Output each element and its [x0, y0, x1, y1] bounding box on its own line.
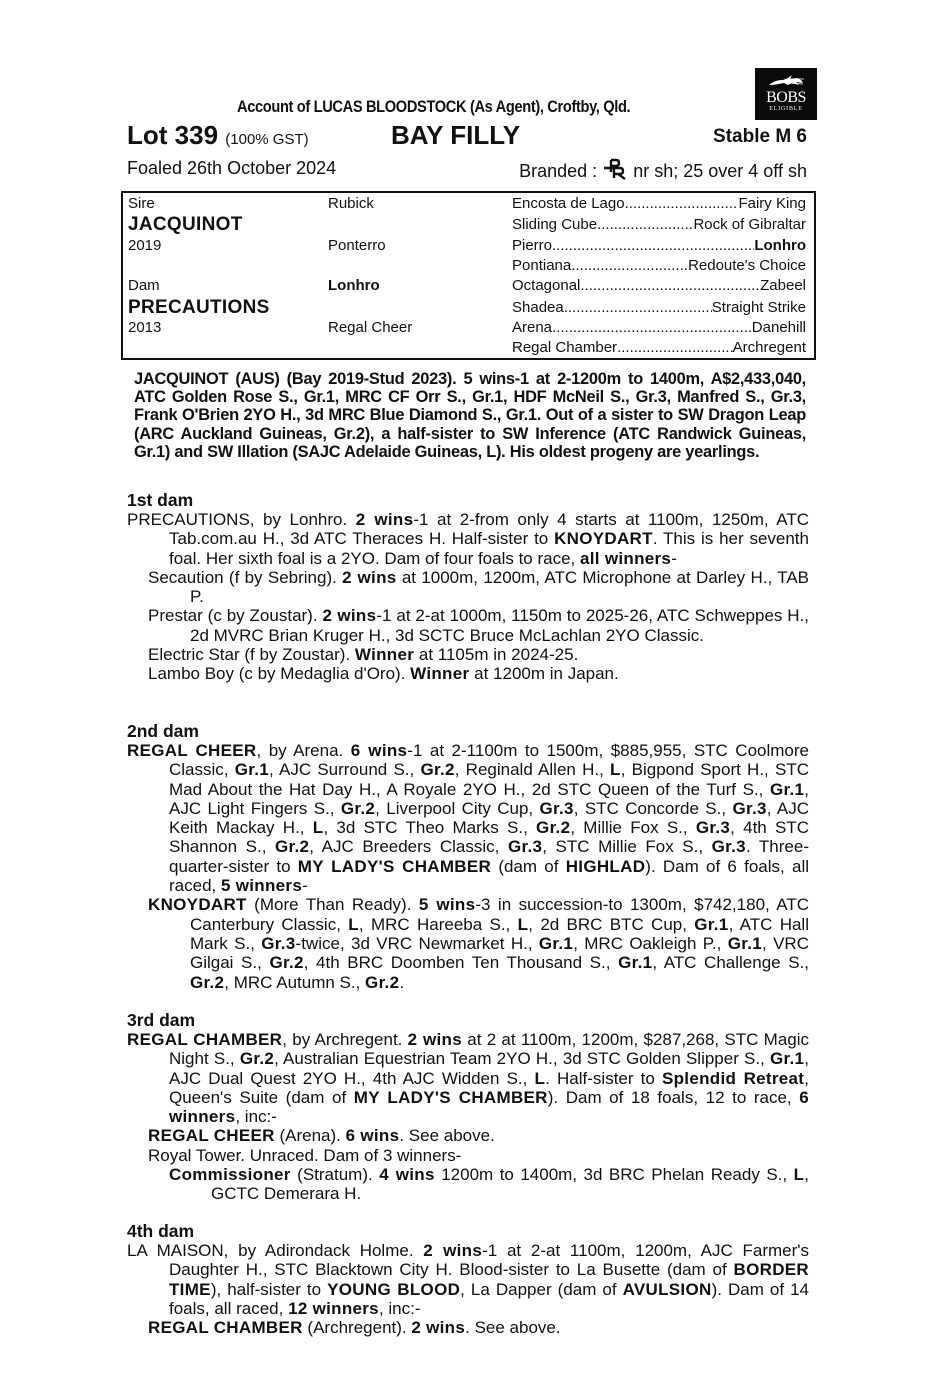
- text-run: , Bigpond Sport H., STC Mad About the Hat Day H., A Royale 2YO H., 2d STC Queen of the Turf S.,: [169, 760, 809, 799]
- dam-paragraph: [127, 510, 809, 568]
- third-dam-section: [127, 1010, 809, 1204]
- bold-run: 6 wins: [345, 1126, 400, 1146]
- text-run: at 1105m in 2024-25.: [414, 645, 579, 665]
- text-run: Royal Tower. Unraced. Dam of 3 winners-: [148, 1145, 462, 1165]
- bold-run: all winners: [580, 548, 672, 568]
- pedigree-row: [123, 195, 814, 215]
- gst-note: (100% GST): [225, 131, 309, 148]
- text-run: 1200m to 1400m, 3d BRC Phelan Ready S.,: [434, 1165, 794, 1185]
- bold-run: HIGHLAD: [565, 856, 646, 876]
- text-run: Secaution (f by Sebring).: [148, 567, 343, 587]
- bold-run: Gr.2: [420, 760, 455, 780]
- bold-run: Commissioner: [169, 1165, 291, 1185]
- bold-run: Gr.2: [275, 837, 310, 857]
- text-run: , AJC Keith Mackay H.,: [169, 798, 809, 838]
- sire-name: JACQUINOT: [128, 214, 243, 235]
- bold-run: L: [793, 1165, 805, 1185]
- bold-run: 5 winners: [220, 876, 303, 896]
- bold-run: L: [312, 818, 324, 838]
- text-run: -3 in succession-to 1300m, $742,180, ATC Canterbury Classic,: [190, 895, 809, 934]
- second-dam-section: [127, 721, 809, 992]
- text-run: (More Than Ready).: [246, 895, 419, 915]
- text-run: , Queen's Suite (dam of: [169, 1068, 809, 1107]
- text-run: , Australian Equestrian Team 2YO H., 3d STC Golden Slipper S.,: [274, 1049, 770, 1069]
- brand-info: [519, 158, 807, 182]
- text-run: -1 at 2-at 1100m, 1200m, AJC Farmer's Daughter H., STC Blacktown City H. Blood-sister to La Busette (dam of: [169, 1241, 810, 1280]
- logo-bobs-text: BOBS: [766, 89, 806, 106]
- bold-run: MY LADY'S CHAMBER: [353, 1087, 548, 1107]
- bold-run: 4 wins: [379, 1165, 435, 1185]
- bold-run: L: [348, 914, 359, 934]
- text-run: (Arena).: [274, 1126, 346, 1146]
- bold-run: Gr.2: [269, 953, 304, 973]
- text-run: (dam of: [491, 856, 566, 876]
- text-run: , by Archregent.: [282, 1030, 408, 1049]
- section-heading: 4th dam: [127, 1221, 195, 1241]
- bold-run: 6 winners: [169, 1087, 809, 1127]
- progeny-item: [127, 1146, 809, 1165]
- text-run: , MRC Autumn S.,: [224, 972, 366, 992]
- bold-run: Gr.2: [340, 798, 376, 818]
- branded-detail: nr sh; 25 over 4 off sh: [633, 161, 807, 181]
- progeny-item: [127, 1126, 809, 1145]
- progeny-item: [127, 895, 809, 991]
- sire-dam: Ponterro: [328, 237, 386, 254]
- bold-run: Gr.3: [711, 837, 746, 857]
- pedigree-gen3: Shadea ..... Straight Strike: [512, 299, 806, 316]
- text-run: . See above.: [399, 1126, 495, 1146]
- text-run: . See above.: [465, 1318, 561, 1338]
- bold-run: BORDER TIME: [169, 1260, 809, 1299]
- text-run: -: [302, 876, 308, 896]
- lot-label: Lot 339: [127, 120, 219, 150]
- text-run: , ATC Challenge S.,: [652, 953, 809, 973]
- pedigree-row: [123, 299, 814, 319]
- text-run: at 1000m, 1200m, ATC Microphone at Darley H., TAB P.: [190, 567, 809, 607]
- bold-run: YOUNG BLOOD: [327, 1279, 461, 1299]
- text-run: , STC Millie Fox S.,: [542, 837, 712, 857]
- text-run: -1 at 2-from only 4 starts at 1100m, 1250m, ATC Tab.com.au H., 3d ATC Theraces H. Half-sister to: [169, 510, 809, 549]
- bold-run: Gr.3: [732, 798, 767, 818]
- bold-run: Gr.2: [239, 1049, 275, 1069]
- foaling-date: Foaled 26th October 2024: [127, 158, 337, 178]
- pedigree-gen3: Sliding Cube ..... Rock of Gibraltar: [512, 216, 806, 233]
- dam-paragraph: [127, 1030, 809, 1126]
- text-run: ), half-sister to: [210, 1279, 328, 1299]
- text-run: Lambo Boy (c by Medaglia d'Oro).: [148, 664, 411, 684]
- sire-summary: JACQUINOT (AUS) (Bay 2019-Stud 2023). 5 wins-1 at 2-1200m to 1400m, A$2,433,040, ATC Golden Rose S., Gr.1, MRC CF Orr S., Gr.1, HDF McNeil S., Gr.3, Manfred S., Gr.3, Frank O'Brien 2YO H., 3d MRC Blue Diamond S., Gr.1. Out of a sister to SW Dragon Leap (ARC Auckland Guineas, Gr.2), a half-sister to SW Inference (ATC Randwick Guineas, Gr.1) and SW Illation (SAJC Adelaide Guineas, L). His oldest progeny are yearlings.: [134, 370, 806, 461]
- bold-run: KNOYDART: [148, 895, 247, 915]
- text-run: , Reginald Allen H.,: [454, 760, 610, 780]
- bold-run: 2 wins: [355, 510, 414, 529]
- dam-label: Dam: [128, 277, 160, 294]
- bold-run: Gr.2: [190, 972, 225, 992]
- bold-run: REGAL CHAMBER: [127, 1030, 283, 1049]
- vendor-account: Account of LUCAS BLOODSTOCK (As Agent), Croftby, Qld.: [237, 97, 631, 116]
- text-run: , GCTC Demerara H.: [211, 1165, 810, 1204]
- bold-run: 2 wins: [407, 1030, 462, 1049]
- text-run: -: [671, 548, 677, 568]
- bold-run: 2 wins: [423, 1241, 483, 1260]
- text-run: .: [399, 972, 405, 992]
- text-run: , Millie Fox S.,: [570, 818, 696, 838]
- branded-label: Branded :: [519, 161, 598, 181]
- bold-run: Winner: [354, 645, 415, 665]
- text-run: PRECAUTIONS, by Lonhro.: [127, 510, 356, 529]
- bold-run: Winner: [410, 664, 470, 684]
- text-run: , La Dapper (dam of: [460, 1279, 623, 1299]
- bobs-eligible-logo: [755, 68, 817, 120]
- text-run: , 4th BRC Doomben Ten Thousand S.,: [303, 953, 619, 973]
- pedigree-gen3: Pierro ..... Lonhro: [512, 237, 806, 254]
- text-run: , inc:-: [235, 1107, 277, 1127]
- pedigree-gen3: Encosta de Lago ..... Fairy King: [512, 195, 806, 212]
- sire-label: Sire: [128, 195, 155, 212]
- bold-run: 6 wins: [350, 741, 408, 760]
- dam-year: 2013: [128, 319, 162, 336]
- text-run: Prestar (c by Zoustar).: [148, 606, 323, 626]
- bold-run: REGAL CHEER: [148, 1126, 275, 1146]
- text-run: , MRC Hareeba S.,: [358, 914, 518, 934]
- pedigree-row: [123, 257, 814, 277]
- sire-sire: Rubick: [328, 195, 374, 212]
- bold-run: 2 wins: [411, 1318, 466, 1338]
- logo-eligible-text: ELIGIBLE: [769, 106, 803, 112]
- progeny-item: [127, 1318, 809, 1337]
- text-run: Electric Star (f by Zoustar).: [148, 645, 355, 665]
- bold-run: Gr.3: [507, 837, 543, 857]
- pedigree-row: [123, 277, 814, 297]
- text-run: , 3d STC Theo Marks S.,: [323, 818, 537, 838]
- first-dam-section: [127, 490, 809, 684]
- bold-run: 5 wins: [418, 895, 476, 915]
- text-run: LA MAISON, by Adirondack Holme.: [127, 1241, 424, 1260]
- text-run: -twice, 3d VRC Newmarket H.,: [295, 933, 539, 953]
- pedigree-gen3: Pontiana ..... Redoute's Choice: [512, 257, 806, 274]
- text-run: , inc:-: [378, 1298, 421, 1318]
- text-run: . Three-quarter-sister to: [169, 837, 809, 876]
- bold-run: Gr.3: [261, 933, 296, 953]
- bold-run: Gr.3: [539, 798, 574, 818]
- bold-run: L: [517, 914, 529, 934]
- bold-run: Gr.2: [365, 972, 400, 992]
- pedigree-table: [121, 191, 816, 360]
- bold-run: REGAL CHAMBER: [148, 1318, 303, 1338]
- section-heading: 2nd dam: [127, 721, 199, 741]
- progeny-item: [127, 568, 809, 607]
- bold-run: Gr.1: [234, 760, 269, 780]
- bold-run: KNOYDART: [554, 529, 653, 549]
- bold-run: AVULSION: [622, 1279, 712, 1299]
- pedigree-row: [123, 339, 814, 359]
- text-run: -1 at 2-at 1000m, 1150m to 2025-26, ATC Schweppes H., 2d MVRC Brian Kruger H., 3d SCTC Bruce McLachlan 2YO Classic.: [190, 606, 809, 645]
- bold-run: Gr.1: [769, 779, 805, 799]
- bold-run: 2 wins: [342, 567, 397, 587]
- pedigree-gen3: Octagonal ..... Zabeel: [512, 277, 806, 294]
- text-run: -1 at 2-1100m to 1500m, $885,955, STC Coolmore Classic,: [169, 741, 809, 780]
- dam-paragraph: [127, 741, 809, 895]
- bold-run: Splendid Retreat: [661, 1068, 805, 1088]
- text-run: ). Dam of 6 foals, all raced,: [169, 856, 809, 896]
- brand-mark-icon: [602, 158, 628, 180]
- text-run: , AJC Breeders Classic,: [309, 837, 508, 857]
- sire-year: 2019: [128, 237, 162, 254]
- dam-name: PRECAUTIONS: [128, 297, 270, 318]
- text-run: , by Arena.: [256, 741, 351, 760]
- text-run: ). Dam of 14 foals, all raced,: [169, 1279, 809, 1318]
- progeny-item: [127, 664, 809, 683]
- text-run: (Archregent).: [302, 1318, 412, 1338]
- bold-run: REGAL CHEER: [127, 741, 257, 760]
- bold-run: Gr.3: [695, 818, 731, 838]
- pedigree-row: [123, 319, 814, 339]
- section-heading: 1st dam: [127, 490, 194, 510]
- bold-run: MY LADY'S CHAMBER: [297, 856, 492, 876]
- text-run: , ATC Hall Mark S.,: [190, 914, 809, 953]
- bold-run: Gr.1: [727, 933, 762, 953]
- bold-run: L: [610, 760, 621, 780]
- pedigree-row: [123, 237, 814, 257]
- text-run: at 1200m in Japan.: [469, 664, 619, 684]
- bold-run: Gr.1: [770, 1049, 805, 1069]
- text-run: , MRC Oakleigh P.,: [573, 933, 728, 953]
- text-run: , Liverpool City Cup,: [375, 798, 540, 818]
- text-run: , AJC Surround S.,: [269, 760, 421, 780]
- pedigree-gen3: Regal Chamber ..... Archregent: [512, 339, 806, 356]
- bold-run: Gr.2: [536, 818, 571, 838]
- pedigree-gen3: Arena ..... Danehill: [512, 319, 806, 336]
- text-run: . Half-sister to: [545, 1068, 662, 1088]
- bold-run: 2 wins: [322, 606, 377, 626]
- horse-head-icon: [766, 73, 806, 89]
- text-run: , AJC Light Fingers S.,: [169, 779, 809, 818]
- fourth-dam-section: [127, 1221, 809, 1337]
- text-run: , 2d BRC BTC Cup,: [528, 914, 695, 934]
- text-run: , 4th STC Shannon S.,: [169, 818, 809, 857]
- section-heading: 3rd dam: [127, 1010, 196, 1030]
- text-run: . This is her seventh foal. Her sixth foal is a 2YO. Dam of four foals to race,: [169, 529, 809, 568]
- progeny-item: [127, 606, 809, 645]
- text-run: at 2 at 1100m, 1200m, $287,268, STC Magic Night S.,: [169, 1030, 810, 1069]
- text-run: (Stratum).: [290, 1165, 380, 1185]
- bold-run: Gr.1: [694, 914, 729, 934]
- dam-sire: Lonhro: [328, 277, 380, 294]
- bold-run: 12 winners: [288, 1298, 379, 1318]
- pedigree-row: [123, 216, 814, 236]
- text-run: , VRC Gilgai S.,: [190, 933, 809, 973]
- text-run: , STC Concorde S.,: [573, 798, 733, 818]
- progeny-item: [127, 645, 809, 664]
- dam-dam: Regal Cheer: [328, 319, 413, 336]
- lot-number: [127, 120, 309, 151]
- text-run: ). Dam of 18 foals, 12 to race,: [547, 1087, 800, 1107]
- stable-location: Stable M 6: [713, 126, 807, 147]
- horse-sex-colour: BAY FILLY: [391, 120, 521, 150]
- text-run: , AJC Dual Quest 2YO H., 4th AJC Widden S.,: [169, 1049, 810, 1088]
- bold-run: Gr.1: [618, 953, 653, 973]
- bold-run: Gr.1: [538, 933, 574, 953]
- dam-paragraph: [127, 1241, 809, 1318]
- bold-run: L: [534, 1068, 546, 1088]
- grandprogeny-item: [127, 1165, 809, 1204]
